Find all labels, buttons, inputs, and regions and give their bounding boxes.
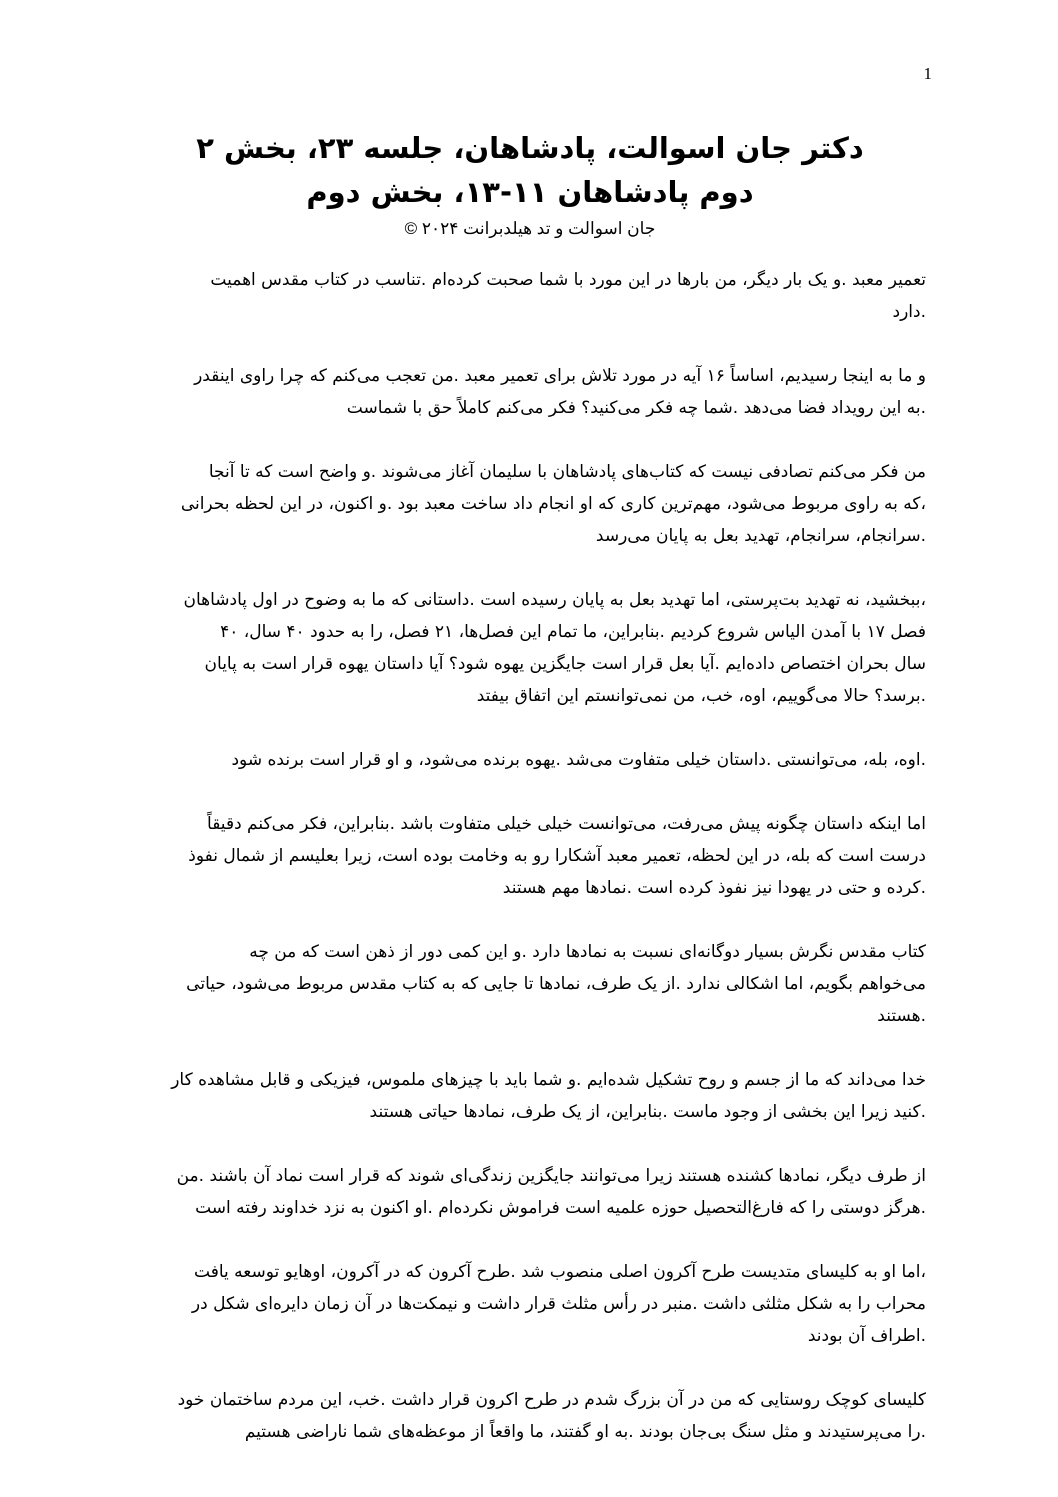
paragraph-line: .را می‌پرستیدند و مثل سنگ بی‌جان بودند .به او گفتند، ما واقعاً از موعظه‌های شما ناراضی هستیم <box>244 1422 926 1442</box>
paragraph <box>128 1384 926 1448</box>
page-number: 1 <box>923 64 932 83</box>
paragraph <box>128 1256 926 1352</box>
paragraph-line: خدا می‌داند که ما از جسم و روح تشکیل شده‌ایم .و شما باید با چیزهای ملموس، فیزیکی و قابل مشاهده کار <box>171 1070 926 1090</box>
paragraph-line: سال بحران اختصاص داده‌ایم .آیا بعل قرار است جایگزین یهوه شود؟ آیا داستان یهوه قرار است به پایان <box>204 654 926 674</box>
paragraph-line: ،ببخشید، نه تهدید بت‌پرستی، اما تهدید بعل به پایان رسیده است .داستانی که ما به وضوح در اول پادشاهان <box>183 590 926 610</box>
paragraph-line: .اطراف آن بودند <box>807 1326 926 1346</box>
paragraph <box>128 456 926 552</box>
paragraph <box>128 584 926 712</box>
document-header <box>110 126 950 242</box>
paragraph-line: ،اما او به کلیسای متدیست طرح آکرون اصلی منصوب شد .طرح آکرون که در آکرون، اوهایو توسعه یافت <box>194 1262 926 1282</box>
paragraph-line: .کرده و حتی در یهودا نیز نفوذ کرده است .نمادها مهم هستند <box>502 878 926 898</box>
paragraph-line: اما اینکه داستان چگونه پیش می‌رفت، می‌توانست خیلی خیلی متفاوت باشد .بنابراین، فکر می‌کنم دقیقاً <box>207 814 926 834</box>
paragraph <box>128 808 926 904</box>
paragraph-line: من فکر می‌کنم تصادفی نیست که کتاب‌های پادشاهان با سلیمان آغاز می‌شوند .و واضح است که تا آنجا <box>208 462 926 482</box>
paragraph-line: و ما به اینجا رسیدیم، اساساً ۱۶ آیه در مورد تلاش برای تعمیر معبد .من تعجب می‌کنم که چرا راوی اینقدر <box>194 366 926 386</box>
paragraph <box>128 1064 926 1128</box>
paragraph-line: .هستند <box>877 1006 926 1026</box>
paragraph <box>128 264 926 328</box>
paragraph-line: فصل ۱۷ با آمدن الیاس شروع کردیم .بنابراین، ما تمام این فصل‌ها، ۲۱ فصل، را به حدود ۴۰ سال، ۴۰ <box>220 622 926 642</box>
paragraph <box>128 1160 926 1224</box>
copyright-notice: جان اسوالت و تد هیلدبرانت ۲۰۲۴ © <box>404 219 656 238</box>
paragraph-line: می‌خواهم بگویم، اما اشکالی ندارد .از یک طرف، نمادها تا جایی که به کتاب مقدس مربوط می‌شود، حیاتی <box>186 974 926 994</box>
document-title-line-1: دکتر جان اسوالت، پادشاهان، جلسه ۲۳، بخش ۲ <box>196 131 864 165</box>
paragraph-line: محراب را به شکل مثلثی داشت .منبر در رأس مثلث قرار داشت و نیمکت‌ها در آن زمان دایره‌ای شکل در <box>191 1294 926 1314</box>
paragraph <box>128 936 926 1032</box>
paragraph-line: ،که به راوی مربوط می‌شود، مهم‌ترین کاری که او انجام داد ساخت معبد بود .و اکنون، در این لحظه بحرانی <box>180 494 926 514</box>
paragraph-line: .به این رویداد فضا می‌دهد .شما چه فکر می‌کنید؟ فکر می‌کنم کاملاً حق با شماست <box>346 398 926 418</box>
paragraph <box>128 360 926 424</box>
paragraph-line: .دارد <box>892 302 926 322</box>
paragraph-line: درست است که بله، در این لحظه، تعمیر معبد آشکارا رو به وخامت بوده است، زیرا بعلیسم از شمال نفوذ <box>188 846 926 866</box>
paragraph-line: .سرانجام، سرانجام، تهدید بعل به پایان می‌رسد <box>595 526 926 546</box>
paragraph-line: .برسد؟ حالا می‌گوییم، اوه، خب، من نمی‌توانستم این اتفاق بیفتد <box>476 686 926 706</box>
paragraph-line: .اوه، بله، می‌توانستی .داستان خیلی متفاوت می‌شد .یهوه برنده می‌شود، و او قرار است برنده شود <box>231 750 926 770</box>
paragraph-line: .کنید زیرا این بخشی از وجود ماست .بنابراین، از یک طرف، نمادها حیاتی هستند <box>369 1102 926 1122</box>
document-title-line-2: دوم پادشاهان ۱۱-۱۳، بخش دوم <box>306 175 754 209</box>
paragraph <box>128 744 926 776</box>
paragraph-line: کلیسای کوچک روستایی که من در آن بزرگ شدم در طرح اکرون قرار داشت .خب، این مردم ساختمان خود <box>177 1390 926 1410</box>
paragraph-line: تعمیر معبد .و یک بار دیگر، من بارها در این مورد با شما صحبت کرده‌ام .تناسب در کتاب مقدس اهمیت <box>210 270 926 290</box>
paragraph-line: از طرف دیگر، نمادها کشنده هستند زیرا می‌توانند جایگزین زندگی‌ای شوند که قرار است نماد آن باشند .من <box>176 1166 926 1186</box>
document-body <box>128 264 926 1480</box>
paragraph-line: .هرگز دوستی را که فارغ‌التحصیل حوزه علمیه است فراموش نکرده‌ام .او اکنون به نزد خداوند رفته است <box>195 1198 926 1218</box>
paragraph-line: کتاب مقدس نگرش بسیار دوگانه‌ای نسبت به نمادها دارد .و این کمی دور از ذهن است که من چه <box>249 942 926 962</box>
